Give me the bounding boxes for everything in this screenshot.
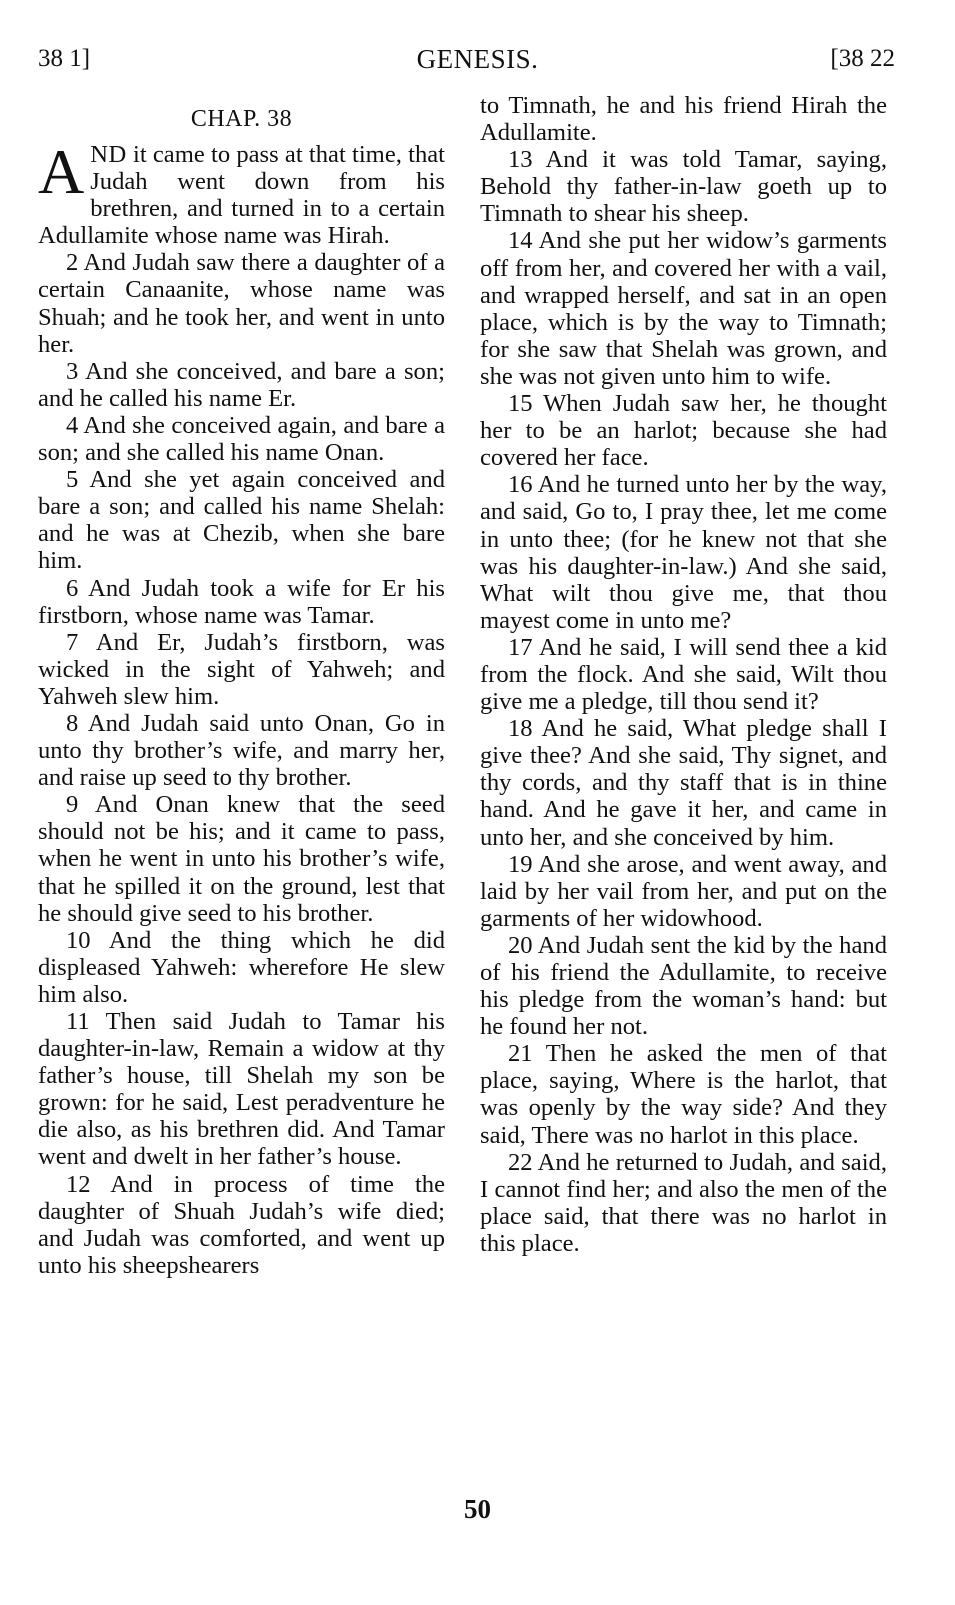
verse-21: 21 Then he asked the men of that place, saying, Where is the harlot, that was openly by the way side? And they said, There was no harlot in this place. [480, 1040, 887, 1149]
verse-1-text: it came to pass at that time, that Judah went down from his brethren, and turned in to a certain Adullamite whose name was Hirah. [38, 141, 445, 250]
verse-20: 20 And Judah sent the kid by the hand of his friend the Adullamite, to receive his pledge from the woman’s hand: but he found her not. [480, 931, 887, 1041]
verse-14: 14 And she put her widow’s garments off from her, and covered her with a vail, and wrapped herself, and sat in an open place, which is by the way to Timnath; for she saw that Shelah was grown, and she was not given unto him to wife. [480, 227, 887, 390]
verse-6: 6 And Judah took a wife for Er his firstborn, whose name was Tamar. [38, 574, 445, 629]
drop-cap: A [38, 136, 85, 207]
right-column [480, 92, 887, 1257]
running-head-title: GENESIS. [416, 44, 539, 74]
verse-1 [38, 136, 445, 250]
verse-17: 17 And he said, I will send thee a kid from the flock. And she said, Wilt thou give me a pledge, till thou send it? [480, 633, 887, 716]
verse-5: 5 And she yet again conceived and bare a son; and called his name Shelah: and he was at Chezib, when she bare him. [38, 466, 445, 575]
left-column [38, 92, 445, 1279]
verse-12-continuation: to Timnath, he and his friend Hirah the Adullamite. [480, 92, 887, 147]
verse-9: 9 And Onan knew that the seed should not be his; and it came to pass, when he went in unto his brother’s wife, that he spilled it on the ground, lest that he should give seed to his brother. [38, 791, 445, 927]
verse-13: 13 And it was told Tamar, saying, Behold thy father-in-law goeth up to Timnath to shear his sheep. [480, 146, 887, 228]
verse-11: 11 Then said Judah to Tamar his daughter-in-law, Remain a widow at thy father’s house, till Shelah my son be grown: for he said, Lest peradventure he die also, as his brethren did. And Tamar went and dwelt in her father’s house. [38, 1008, 445, 1171]
running-head-left: 38 1] [38, 45, 91, 72]
verse-16: 16 And he turned unto her by the way, and said, Go to, I pray thee, let me come in unto thee; (for he knew not that she was his daughter-in-law.) And she said, What wilt thou give me, that thou mayest come in unto me? [480, 471, 887, 634]
verse-10: 10 And the thing which he did displeased Yahweh: wherefore He slew him also. [38, 926, 445, 1008]
running-head-right: [38 22 [830, 45, 895, 72]
verse-7: 7 And Er, Judah’s firstborn, was wicked in the sight of Yahweh; and Yahweh slew him. [38, 628, 445, 710]
verse-15: 15 When Judah saw her, he thought her to be an harlot; because she had covered her face. [480, 390, 887, 472]
verse-19: 19 And she arose, and went away, and laid by her vail from her, and put on the garments of her widowhood. [480, 850, 887, 932]
chapter-heading: CHAP. 38 [190, 106, 293, 132]
verse-2: 2 And Judah saw there a daughter of a certain Canaanite, whose name was Shuah; and he took her, and went in unto her. [38, 249, 445, 358]
verse-8: 8 And Judah said unto Onan, Go in unto thy brother’s wife, and marry her, and raise up seed to thy brother. [38, 709, 445, 792]
page-number: 50 [464, 1494, 491, 1524]
verse-22: 22 And he returned to Judah, and said, I cannot find her; and also the men of the place said, that there was no harlot in this place. [480, 1148, 887, 1257]
verse-3: 3 And she conceived, and bare a son; and he called his name Er. [38, 357, 445, 412]
verse-4: 4 And she conceived again, and bare a son; and she called his name Onan. [38, 411, 445, 467]
verse-12: 12 And in process of time the daughter of Shuah Judah’s wife died; and Judah was comforted, and went up unto his sheepshearers [38, 1170, 445, 1279]
verse-1-smallcaps: ND [90, 141, 127, 168]
verse-18: 18 And he said, What pledge shall I give thee? And she said, Thy signet, and thy cords, and thy staff that is in thine hand. And he gave it her, and came in unto her, and she conceived by him. [480, 715, 887, 851]
